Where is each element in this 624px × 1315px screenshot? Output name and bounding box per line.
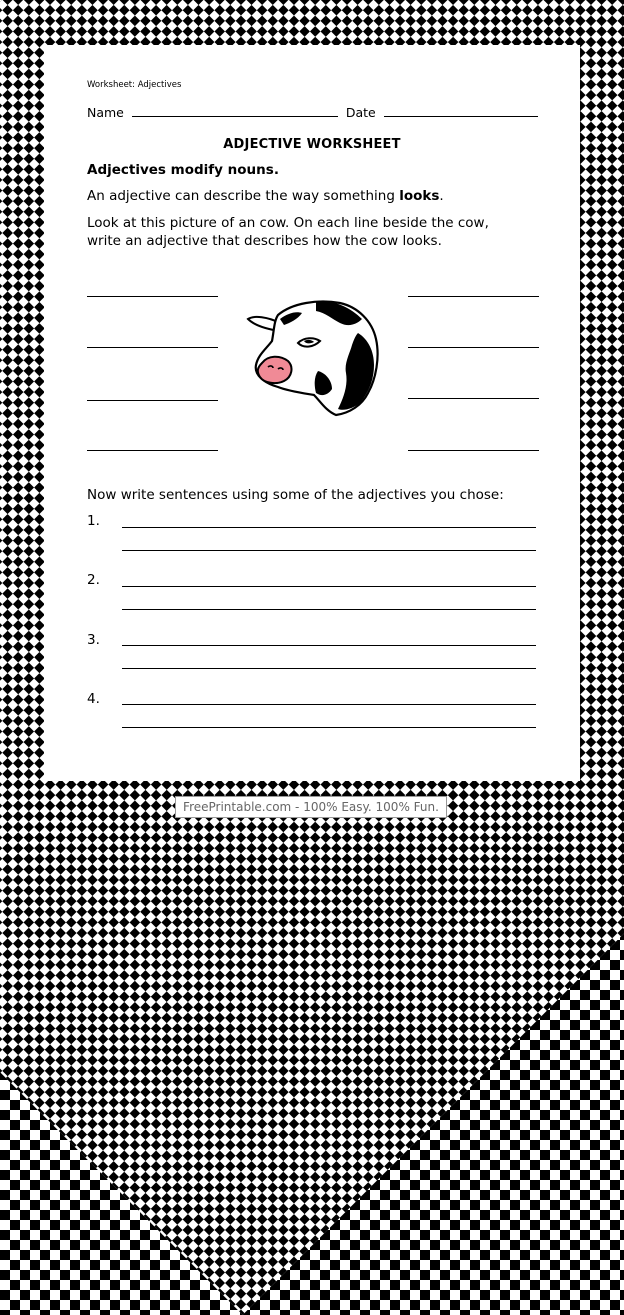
cow-icon bbox=[240, 293, 388, 425]
sentence-line-4a[interactable] bbox=[122, 704, 536, 705]
sentence-line-1b[interactable] bbox=[122, 550, 536, 551]
footer-credit[interactable]: FreePrintable.com - 100% Easy. 100% Fun. bbox=[175, 796, 447, 818]
subtitle: Adjectives modify nouns. bbox=[87, 162, 279, 178]
instructions-line-1: Look at this picture of an cow. On each line beside the cow, bbox=[87, 215, 489, 231]
sentence-line-3b[interactable] bbox=[122, 668, 536, 669]
sentence-line-3a[interactable] bbox=[122, 645, 536, 646]
page-title: ADJECTIVE WORKSHEET bbox=[223, 137, 401, 152]
adjective-line-left-1[interactable] bbox=[87, 296, 218, 297]
name-blank[interactable] bbox=[132, 104, 338, 117]
worksheet-page bbox=[44, 45, 580, 781]
date-label: Date bbox=[345, 105, 376, 120]
sentence-line-2b[interactable] bbox=[122, 609, 536, 610]
adjective-line-right-1[interactable] bbox=[408, 296, 539, 297]
worksheet-label: Worksheet: Adjectives bbox=[87, 80, 182, 90]
sentence-number-3: 3. bbox=[87, 632, 100, 648]
adjective-line-right-2[interactable] bbox=[408, 347, 539, 348]
adjective-line-left-4[interactable] bbox=[87, 450, 218, 451]
adjective-line-left-3[interactable] bbox=[87, 400, 218, 401]
intro-before: An adjective can describe the way something bbox=[87, 188, 400, 204]
intro-bold: looks bbox=[399, 188, 440, 204]
sentence-number-2: 2. bbox=[87, 572, 100, 588]
intro-after: . bbox=[439, 188, 444, 204]
sentences-prompt: Now write sentences using some of the adjectives you chose: bbox=[87, 487, 504, 503]
adjective-line-right-3[interactable] bbox=[408, 398, 539, 399]
instructions-line-2: write an adjective that describes how the cow looks. bbox=[87, 233, 442, 249]
adjective-line-left-2[interactable] bbox=[87, 347, 218, 348]
intro-text bbox=[87, 188, 444, 204]
sentence-line-2a[interactable] bbox=[122, 586, 536, 587]
date-blank[interactable] bbox=[384, 104, 538, 117]
name-date-row bbox=[87, 104, 538, 120]
sentence-number-1: 1. bbox=[87, 513, 100, 529]
name-label: Name bbox=[87, 105, 124, 120]
sentence-number-4: 4. bbox=[87, 691, 100, 707]
adjective-line-right-4[interactable] bbox=[408, 450, 539, 451]
sentence-line-4b[interactable] bbox=[122, 727, 536, 728]
sentence-line-1a[interactable] bbox=[122, 527, 536, 528]
